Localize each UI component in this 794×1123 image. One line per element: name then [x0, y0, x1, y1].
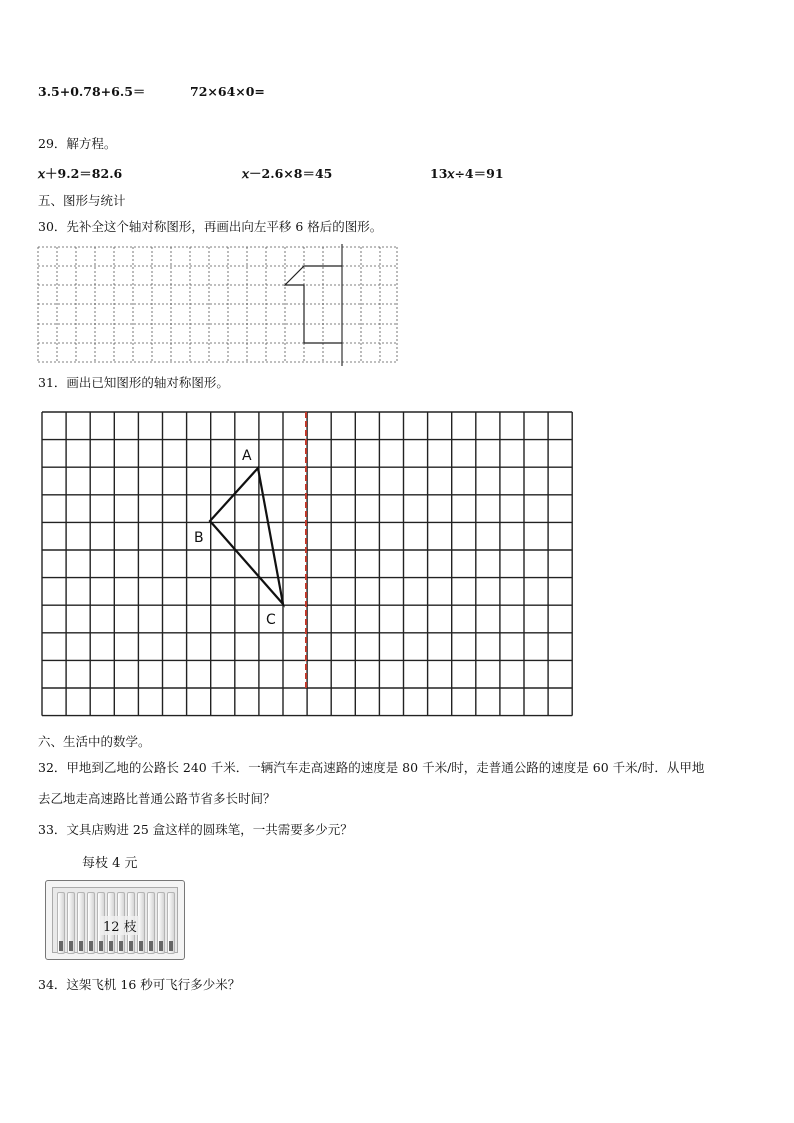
question-32-line-1: 32．甲地到乙地的公路长 240 千米．一辆汽车走高速路的速度是 80 千米/时，走普通公路的速度是 60 千米/时．从甲地: [38, 760, 705, 775]
calc-expression-2: 72×64×0=: [190, 84, 265, 99]
q30-half-figure: [285, 266, 342, 343]
pen-price-label: 每枝 4 元: [82, 856, 138, 871]
q31-label-a: A: [242, 448, 252, 464]
equation-1: 𝑥＋9.2＝82.6: [38, 166, 123, 181]
q31-grid: [40, 410, 575, 720]
question-29-title: 29．解方程。: [38, 136, 117, 151]
question-32-line-2: 去乙地走高速路比普通公路节省多长时间？: [38, 791, 276, 806]
question-30-title: 30．先补全这个轴对称图形，再画出向左平移 6 格后的图形。: [38, 219, 383, 234]
q31-triangle-abc: [210, 468, 283, 604]
question-31-title: 31．画出已知图形的轴对称图形。: [38, 375, 229, 390]
q31-label-c: C: [266, 612, 276, 628]
calc-expression-1: 3.5+0.78+6.5＝: [38, 84, 146, 99]
section-6-title: 六、生活中的数学。: [38, 734, 151, 749]
section-5-title: 五、图形与统计: [38, 193, 126, 208]
question-34-title: 34．这架飞机 16 秒可飞行多少米？: [38, 977, 241, 992]
pen-box-inner: [52, 887, 178, 953]
q30-dotted-grid: [37, 244, 399, 366]
question-33-title: 33．文具店购进 25 盒这样的圆珠笔，一共需要多少元？: [38, 822, 353, 837]
equation-3: 13𝑥÷4＝91: [430, 166, 504, 181]
pen-count-label: 12 枝: [101, 916, 139, 935]
pen-box-image: [45, 880, 185, 960]
equation-2: 𝑥－2.6×8＝45: [242, 166, 333, 181]
q31-label-b: B: [194, 530, 204, 546]
